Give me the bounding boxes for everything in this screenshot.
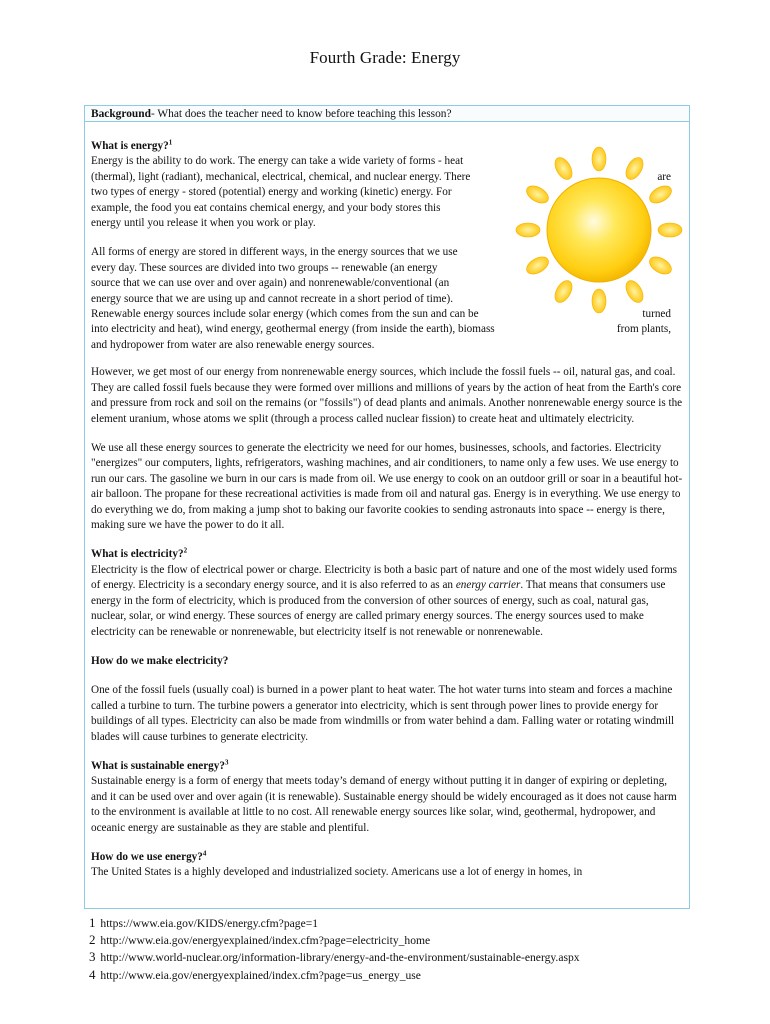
background-bar <box>85 106 689 122</box>
footnote-item: 2 http://www.eia.gov/energyexplained/index.cfm?page=electricity_home <box>89 932 431 948</box>
background-label: Background <box>91 108 151 120</box>
paragraph: One of the fossil fuels (usually coal) is burned in a power plant to heat water. The hot water turns into steam and forces a machine called a turbine to turn. The turbine powers a generator into electricity, which is sent through power lines to provide energy for buildings of all types. Electricity can also be made from windmills or from water behind a dam. Falling water or rotating windmill blades will cause turbines to generate electricity. <box>91 684 675 743</box>
footnote-link[interactable]: http://www.eia.gov/energyexplained/index.cfm?page=electricity_home <box>100 934 431 948</box>
sun-core <box>547 178 651 282</box>
footnote-item: 4 http://www.eia.gov/energyexplained/index.cfm?page=us_energy_use <box>89 966 421 982</box>
background-question: - What does the teacher need to know before teaching this lesson? <box>150 108 452 120</box>
paragraph: Sustainable energy is a form of energy that meets today’s demand of energy without putting it in danger of expiring or depleting, and it can be used over and over again (it is renewable). Sustainable energy should be widely encouraged as it does not cause harm to the environment is available at little to no cost. All renewable energy sources like solar, wind, geothermal, hydropower, and oceanic energy are sustainable as they are stable and plentiful. <box>91 775 677 834</box>
heading-what-is-electricity: What is electricity?$^2$ <box>91 546 188 561</box>
energy-carrier-term: energy carrier <box>455 579 521 592</box>
intro-line: energy source that we are using up and cannot recreate in a short period of time). <box>91 292 454 305</box>
lesson-box <box>84 105 690 909</box>
intro-line: Renewable energy sources include solar energy (which comes from the sun and can be <box>91 308 479 320</box>
heading-what-is-sustainable-energy: What is sustainable energy?$^3$ <box>91 758 229 772</box>
intro-line: All forms of energy are stored in different ways, in the energy sources that we use <box>91 246 458 259</box>
intro-line: into electricity and heat), wind energy, geothermal energy (from inside the earth), biomass <box>91 323 495 336</box>
footnote-ref-2: 2 <box>183 546 188 555</box>
footnote-link[interactable]: http://www.eia.gov/energyexplained/index.cfm?page=us_energy_use <box>100 968 421 982</box>
energy-intro <box>91 154 683 351</box>
footnote-item: 1 https://www.eia.gov/KIDS/energy.cfm?page=1 <box>89 915 319 930</box>
heading-how-make-electricity: How do we make electricity? <box>91 654 229 667</box>
intro-right-word: are <box>657 170 671 183</box>
footnote-ref-4: 4 <box>202 849 207 858</box>
intro-right-word: turned <box>642 308 671 320</box>
footnote-ref-3: 3 <box>224 758 229 767</box>
intro-line: (thermal), light (radiant), mechanical, electrical, chemical, and nuclear energy. There <box>91 170 471 183</box>
footnote-ref-1: 1 <box>168 138 173 147</box>
intro-right-word: from plants, <box>616 323 671 336</box>
heading-what-is-energy: What is energy?$^1$ <box>91 138 173 152</box>
intro-line: every day. These sources are divided into two groups -- renewable (an energy <box>91 261 438 274</box>
intro-line: Energy is the ability to do work. The energy can take a wide variety of forms - heat <box>91 155 464 168</box>
sun-icon <box>515 146 683 314</box>
page-title: Fourth Grade: Energy <box>309 48 461 67</box>
paragraph: Electricity is the flow of electrical power or charge. Electricity is both a basic part of nature and one of the most widely used forms of energy. Electricity is a secondary energy source, and it is also referred to as an energy carrier. That means that consumers use energy in the form of electricity, which is produced from the conversion of other sources of energy, such as coal, natural gas, nuclear, solar, or wind energy. These sources of energy are called primary energy sources. The energy sources used to make electricity can be renewable or nonrenewable, but electricity itself is not renewable or nonrenewable. <box>91 563 678 638</box>
paragraph: The United States is a highly developed and industrialized society. Americans use a lot of energy in homes, in <box>91 866 583 879</box>
footnote-link[interactable]: http://www.world-nuclear.org/information-library/energy-and-the-environment/sustainable-energy.aspx <box>100 951 580 965</box>
intro-line: source that we can use over and over again) and nonrenewable/conventional (an <box>91 277 450 290</box>
footnote-item: 3 http://www.world-nuclear.org/information-library/energy-and-the-environment/sustainable-energy.aspx <box>89 949 580 965</box>
footnotes <box>89 915 580 984</box>
paragraph: We use all these energy sources to generate the electricity we need for our homes, businesses, schools, and factories. Electricity "energizes" our computers, lights, refrigerators, washing machines, and air conditioners, to name only a few uses. We use energy to run our cars. The gasoline we burn in our cars is made from oil. We use energy to cook on an outdoor grill or soar in a beautiful hot-air balloon. The propane for these recreational activities is made from oil and natural gas. Energy is in everything. We use energy to do everything we do, from making a jump shot to baking our favorite cookies to sending astronauts into space -- energy is there, making sure we have the power to do it all. <box>91 442 683 532</box>
intro-line: two types of energy - stored (potential) energy and working (kinetic) energy. For <box>91 186 452 199</box>
footnote-link[interactable]: https://www.eia.gov/KIDS/energy.cfm?page=1 <box>100 917 319 930</box>
paragraph: However, we get most of our energy from nonrenewable energy sources, which include the fossil fuels -- oil, natural gas, and coal. They are called fossil fuels because they were formed over millions and millions of years by the action of heat from the Earth's core and pressure from rock and soil on the remains (or "fossils") of dead plants and animals. Another nonrenewable energy source is the element uranium, whose atoms we split (through a process called nuclear fission) to create heat and ultimately electricity. <box>91 366 683 425</box>
intro-line: and hydropower from water are also renewable energy sources. <box>91 338 375 351</box>
intro-line: energy until you release it when you work or play. <box>91 217 316 229</box>
heading-how-use-energy: How do we use energy?$^4$ <box>91 849 207 863</box>
intro-line: example, the food you eat contains chemical energy, and your body stores this <box>91 201 441 214</box>
lesson-content <box>85 122 689 881</box>
